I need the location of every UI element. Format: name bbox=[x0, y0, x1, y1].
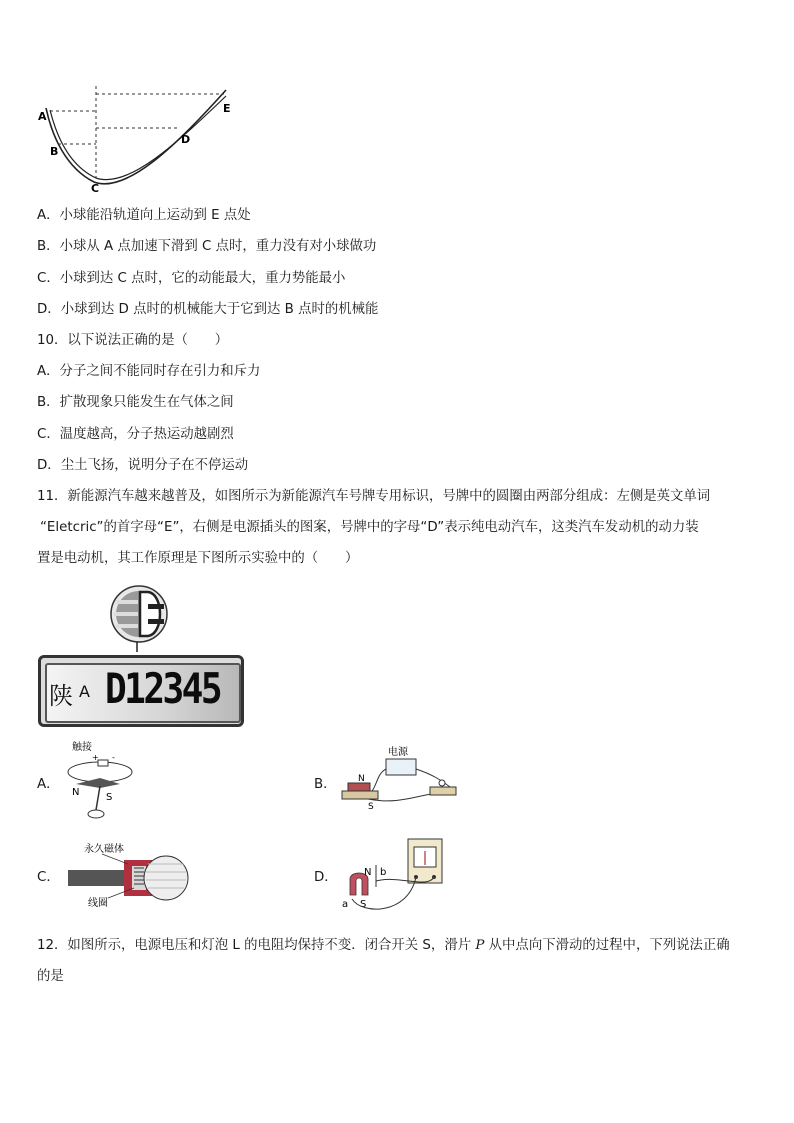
q12-stem-line1 bbox=[37, 937, 730, 955]
q9-option-d: D．小球到达 D 点时的机械能大于它到达 B 点时的机械能 bbox=[37, 302, 379, 317]
q11-stem-line2: “Eletcric”的首字母“E”，右侧是电源插头的图案，号牌中的字母“D”表示纯电动汽车，这类汽车发动机的动力装 bbox=[40, 520, 699, 535]
plate-letter: A bbox=[79, 682, 90, 701]
label-E: E bbox=[223, 102, 231, 115]
label-D: D bbox=[181, 133, 191, 146]
q11-option-d-label: D． bbox=[314, 870, 338, 885]
q11-stem-line1: 11．新能源汽车越来越普及，如图所示为新能源汽车号牌专用标识，号牌中的圆圈由两部分组成：左侧是英文单词 bbox=[37, 489, 711, 504]
fig-a-contact-label: 触接 bbox=[72, 742, 92, 753]
q12-stem-pre: 12．如图所示，电源电压和灯泡 L 的电阻均保持不变．闭合开关 S，滑片 bbox=[37, 938, 472, 953]
label-C: C bbox=[91, 182, 100, 194]
q12-variable-p: P bbox=[475, 938, 485, 953]
fig-d-N: N bbox=[364, 867, 372, 878]
q10-option-a: A．分子之间不能同时存在引力和斥力 bbox=[37, 364, 261, 379]
fig-b-power-label: 电源 bbox=[388, 747, 408, 758]
fig-d-S: S bbox=[360, 899, 367, 910]
q12-stem-line2: 的是 bbox=[37, 969, 64, 984]
license-plate bbox=[38, 655, 244, 727]
q12-stem-post: 从中点向下滑动的过程中，下列说法正确 bbox=[488, 938, 730, 953]
label-B: B bbox=[50, 145, 59, 158]
q11-option-c-label: C． bbox=[37, 870, 60, 885]
track-figure bbox=[36, 86, 236, 194]
fig-a-oersted bbox=[62, 740, 142, 820]
q9-option-c: C．小球到达 C 点时，它的动能最大，重力势能最小 bbox=[37, 271, 346, 286]
plug-logo bbox=[104, 584, 174, 654]
q11-option-b-label: B． bbox=[314, 777, 337, 792]
q10-option-d: D．尘土飞扬，说明分子在不停运动 bbox=[37, 458, 249, 473]
fig-d-a: a bbox=[342, 899, 349, 910]
label-A: A bbox=[38, 110, 47, 123]
fig-a-N: N bbox=[72, 787, 80, 798]
track-inner-curve bbox=[50, 96, 226, 180]
track-outer-curve bbox=[46, 90, 226, 184]
compass-needle-icon bbox=[76, 778, 120, 788]
q10-option-b: B．扩散现象只能发生在气体之间 bbox=[37, 395, 234, 410]
q11-stem-line3: 置是电动机，其工作原理是下图所示实验中的（ ） bbox=[37, 551, 359, 566]
plate-province: 陕 bbox=[49, 682, 73, 710]
q10-option-c: C．温度越高，分子热运动越剧烈 bbox=[37, 427, 234, 442]
fig-c-magnet-label: 永久磁体 bbox=[84, 844, 124, 855]
plate-number: D12345 bbox=[105, 664, 220, 713]
fig-d-generator bbox=[338, 835, 458, 915]
fig-c-coil-label: 线圈 bbox=[88, 898, 108, 909]
fig-a-plus: + bbox=[92, 753, 99, 762]
fig-a-minus: - bbox=[112, 753, 115, 762]
fig-a-S: S bbox=[106, 792, 113, 803]
fig-b-N: N bbox=[358, 774, 365, 784]
q9-option-b: B．小球从 A 点加速下滑到 C 点时，重力没有对小球做功 bbox=[37, 239, 377, 254]
fig-c-microphone bbox=[62, 842, 192, 910]
plug-icon bbox=[140, 592, 160, 636]
q9-option-a: A．小球能沿轨道向上运动到 E 点处 bbox=[37, 208, 251, 223]
q11-option-a-label: A． bbox=[37, 777, 60, 792]
fig-b-S: S bbox=[368, 802, 374, 812]
fig-d-b: b bbox=[380, 867, 387, 878]
q10-stem: 10．以下说法正确的是（ ） bbox=[37, 333, 229, 348]
fig-b-motor bbox=[338, 745, 468, 815]
